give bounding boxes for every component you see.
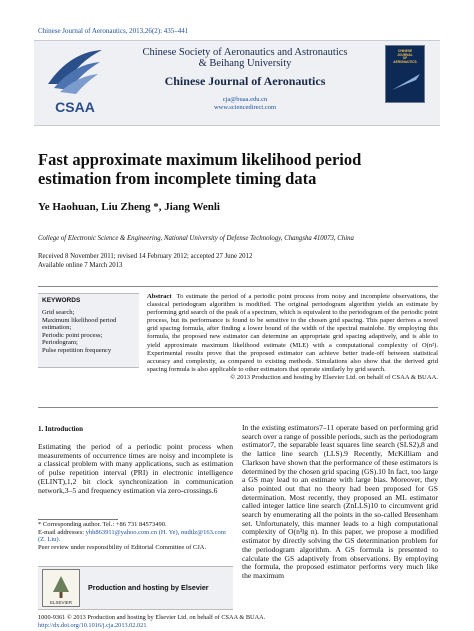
keyword-item: estimation; [42, 324, 72, 332]
abstract-text: To estimate the period of a periodic point process from noisy and incomplete observations, the classical periodogram algorithm is modified. The original periodogram algorithm yields an estimate by performing grid search of the peak of a spectrum, which is equivalent to the periodogram of the periodic point process, but its performance is found to be sensitive to the chosen grid spacing. This paper derives a novel grid spacing formula, after finding a lower bound of the width of the spectral mainlobe. By employing this formula, the proposed new estimator can determine an appropriate grid spacing adaptively, and is able to yield approximate maximum likelihood estimate (MLE) with a computational complexity of O(n²). Experimental results prove that the proposed estimator can achieve better trade-off between statistical accuracy and complexity, as compared to existing methods. Simulations also show that the derived grid spacing formula is also applicable to other estimators that operate similarly by grid search. [147, 293, 439, 373]
csaa-logo-icon [40, 44, 110, 118]
svg-text:ELSEVIER: ELSEVIER [49, 600, 73, 605]
article-authors: Ye Haohuan, Liu Zheng *, Jiang Wenli [38, 201, 220, 213]
keyword-item: Periodogram; [42, 339, 78, 347]
copyright-line: © 2013 Production and hosting by Elsevier Ltd. on behalf of CSAA & BUAA. [230, 373, 438, 381]
abstract [147, 293, 438, 399]
section-heading: 1. Introduction [38, 425, 83, 433]
journal-cover-thumbnail: CHINESE JOURNAL OF AERONAUTICS [385, 45, 425, 103]
keyword-item: Periodic point process; [42, 331, 103, 339]
publisher-text: Production and hosting by Elsevier [88, 583, 209, 592]
author-emails[interactable]: yhh863911@yahoo.com.cn (H. Ye), nudtlz@163.com (Z. Liu). [38, 528, 226, 544]
keyword-item: Maximum likelihood period [42, 316, 117, 324]
keyword-item: Grid search; [42, 309, 75, 316]
article-dates: Received 8 November 2011; revised 14 February 2012; accepted 27 June 2012 Available online 7 March 2013 [38, 253, 253, 269]
body-column-left: Estimating the period of a periodic point process when measurements of occurrence times are noisy and incomplete is a classical problem with many applications, such as estimation of pulse repetition interval (PRI) in electronic intelligence (ELINT),1,2 bit clock synchronization in communication network,3–5 and frequency estimation via zero-crossings.6 [38, 442, 233, 495]
article-title: Fast approximate maximum likelihood period estimation from incomplete timing data [38, 150, 362, 188]
journal-name: Chinese Journal of Aeronautics [164, 74, 326, 88]
keywords-heading: KEYWORDS [42, 297, 81, 304]
journal-email[interactable]: cja@buaa.edu.cn [222, 96, 268, 103]
footnote-rule [38, 519, 118, 520]
logo-text: CSAA [55, 99, 95, 115]
abstract-label: Abstract [147, 293, 172, 300]
body-column-right: In the existing estimators7–11 operate based on performing grid search over a range of possible periods, such as the periodogram estimator7, the separable least squares line search (SLS2),8 and the lattice line search (LLS).9 Recently, McKilliam and Clarkson have shown that the performance of these estimators is determined by the chosen grid spacing (GS).10 In fact, too large a GS may lead to an estimate with large bias. Moreover, they also pointed out that no theory had been proposed for GS determination. Most recently, they proposed an ML estimator called integer lattice line search (ZnLLS)10 to circumvent grid search by enumerating all the points in the so-called Bresenham set. Unfortunately, this manner leads to a high computational complexity of O(n³lg n). In this paper, we propose a modified estimator by directly solving the GS determination problem for the periodogram algorithm. A GS formula is presented to calculate the GS adaptively from observations. By employing the formula, the proposed estimator performs very much like the maximum [242, 423, 438, 580]
author-affiliation: College of Electronic Science & Engineering, National University of Defense Technology, Changsha 410073, China [38, 235, 354, 242]
divider [38, 286, 438, 287]
cover-plane-icon [386, 64, 425, 98]
footnote: * Corresponding author. Tel.: +86 731 84573490. E-mail addresses: yhh863911@yahoo.com.cn (H. Ye), nudtlz@163.com (Z. Liu). Peer review under responsibility of Editorial Committee of CJA. [38, 521, 226, 551]
society-name: Chinese Society of Aeronautics and Astronautics & Beihang University [142, 47, 348, 69]
journal-website[interactable]: www.sciencedirect.com [213, 104, 277, 111]
keywords-box [38, 293, 139, 368]
divider [38, 407, 438, 408]
running-head: Chinese Journal of Aeronautics, 2013,26(2): 435–441 [38, 27, 189, 35]
keyword-item: Pulse repetition frequency [42, 346, 112, 354]
elsevier-logo-icon [42, 569, 80, 607]
bottom-info: 1000-9361 © 2013 Production and hosting by Elsevier Ltd. on behalf of CSAA & BUAA. http://dx.doi.org/10.1016/j.cja.2013.02.021 [38, 614, 266, 629]
doi-link[interactable]: http://dx.doi.org/10.1016/j.cja.2013.02.021 [38, 621, 147, 629]
journal-contacts [120, 96, 370, 112]
